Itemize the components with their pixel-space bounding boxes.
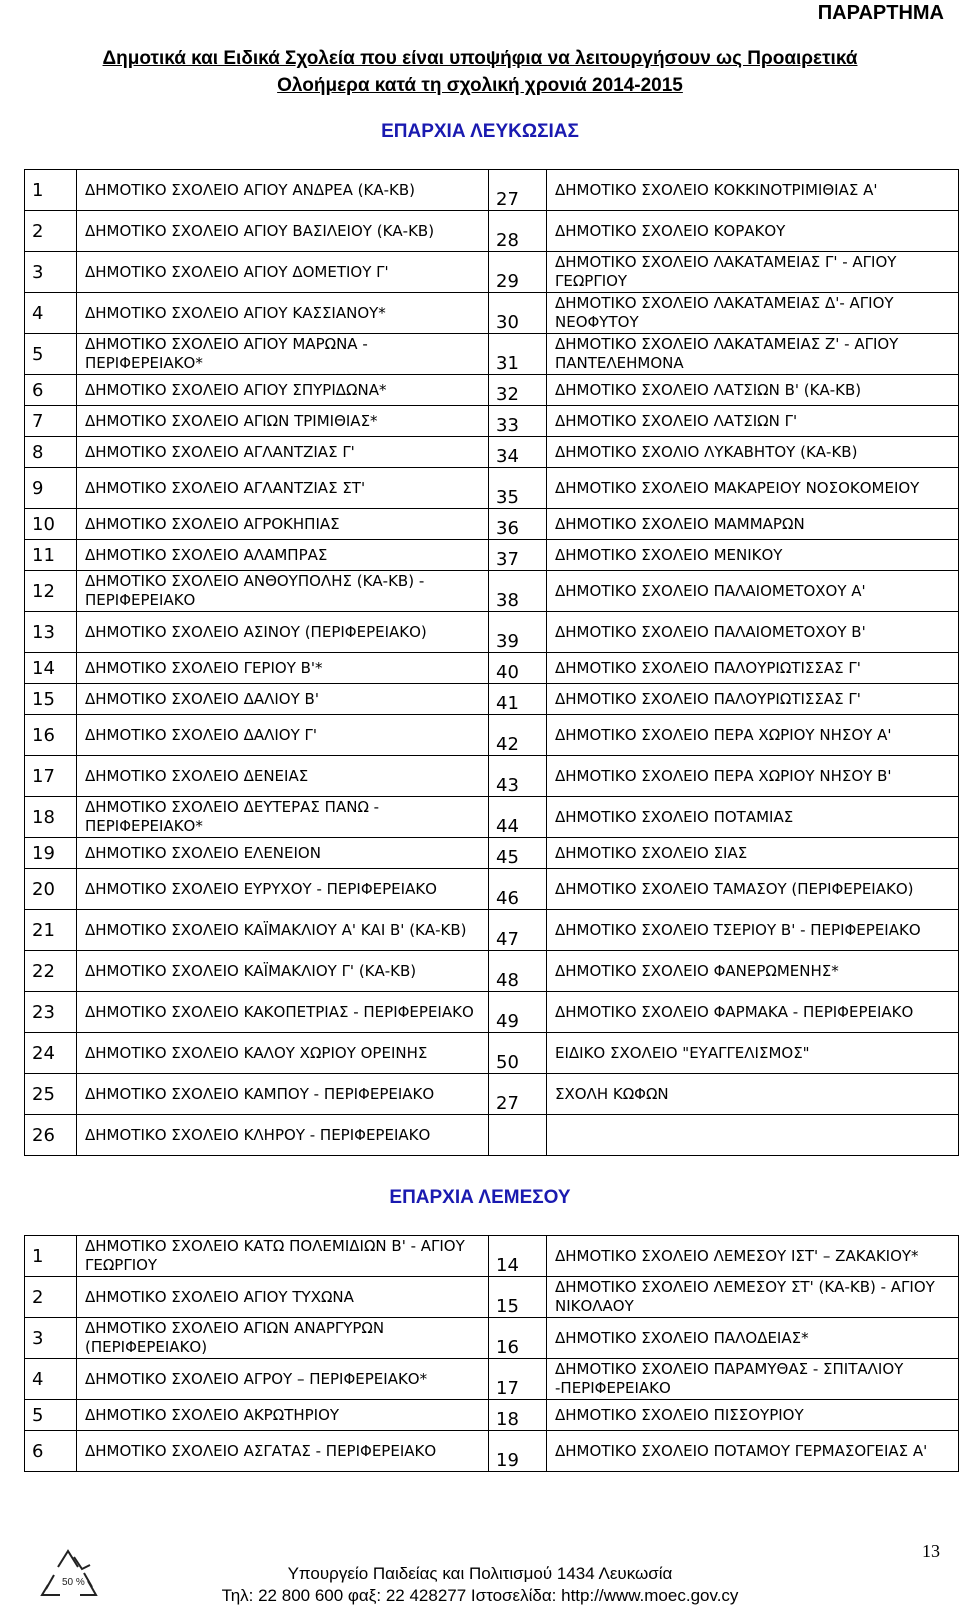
table-row [25, 1115, 959, 1156]
row-number: 10 [25, 509, 77, 540]
row-number: 49 [489, 992, 547, 1033]
table-row [25, 571, 959, 612]
school-name: ΔΗΜΟΤΙΚΟ ΣΧΟΛΕΙΟ ΠΙΣΣΟΥΡΙΟΥ [547, 1400, 959, 1431]
row-number: 24 [25, 1033, 77, 1074]
row-number: 38 [489, 571, 547, 612]
row-number: 13 [25, 612, 77, 653]
table-row [25, 612, 959, 653]
table-row [25, 1318, 959, 1359]
table-row [25, 375, 959, 406]
table-row [25, 1236, 959, 1277]
row-number: 41 [489, 684, 547, 715]
school-name: ΔΗΜΟΤΙΚΟ ΣΧΟΛΕΙΟ ΑΓΙΩΝ ΤΡΙΜΙΘΙΑΣ* [77, 406, 489, 437]
school-name: ΔΗΜΟΤΙΚΟ ΣΧΟΛΕΙΟ ΑΓΙΟΥ ΤΥΧΩΝΑ [77, 1277, 489, 1318]
school-name: ΔΗΜΟΤΙΚΟ ΣΧΟΛΕΙΟ ΛΑΚΑΤΑΜΕΙΑΣ Ζ' - ΑΓΙΟΥ ΠΑΝΤΕΛΕΗΜΟΝΑ [547, 334, 959, 375]
row-number: 34 [489, 437, 547, 468]
row-number: 35 [489, 468, 547, 509]
row-number: 37 [489, 540, 547, 571]
table-row [25, 684, 959, 715]
school-name: ΔΗΜΟΤΙΚΟ ΣΧΟΛΕΙΟ ΑΛΑΜΠΡΑΣ [77, 540, 489, 571]
table-row [25, 869, 959, 910]
row-number: 27 [489, 1074, 547, 1115]
row-number: 16 [489, 1318, 547, 1359]
school-name: ΔΗΜΟΤΙΚΟ ΣΧΟΛΕΙΟ ΠΕΡΑ ΧΩΡΙΟΥ ΝΗΣΟΥ Α' [547, 715, 959, 756]
row-number: 30 [489, 293, 547, 334]
table-row [25, 252, 959, 293]
table-row [25, 1431, 959, 1472]
school-name [547, 1115, 959, 1156]
school-name: ΔΗΜΟΤΙΚΟ ΣΧΟΛΕΙΟ ΑΓΙΟΥ ΔΟΜΕΤΙΟΥ Γ' [77, 252, 489, 293]
school-name: ΔΗΜΟΤΙΚΟ ΣΧΟΛΕΙΟ ΔΕΥΤΕΡΑΣ ΠΑΝΩ - ΠΕΡΙΦΕΡΕΙΑΚΟ* [77, 797, 489, 838]
school-name: ΔΗΜΟΤΙΚΟ ΣΧΟΛΕΙΟ ΑΓΙΟΥ ΜΑΡΩΝΑ - ΠΕΡΙΦΕΡΕΙΑΚΟ* [77, 334, 489, 375]
school-name: ΔΗΜΟΤΙΚΟ ΣΧΟΛΕΙΟ ΛΕΜΕΣΟΥ ΣΤ' (ΚΑ-ΚΒ) - ΑΓΙΟΥ ΝΙΚΟΛΑΟΥ [547, 1277, 959, 1318]
row-number: 1 [25, 170, 77, 211]
school-name: ΔΗΜΟΤΙΚΟ ΣΧΟΛΕΙΟ ΤΣΕΡΙΟΥ Β' - ΠΕΡΙΦΕΡΕΙΑΚΟ [547, 910, 959, 951]
row-number: 26 [25, 1115, 77, 1156]
school-name: ΣΧΟΛΗ ΚΩΦΩΝ [547, 1074, 959, 1115]
limassol-schools-table [24, 1235, 959, 1472]
row-number: 15 [25, 684, 77, 715]
row-number: 9 [25, 468, 77, 509]
row-number: 33 [489, 406, 547, 437]
table-row [25, 468, 959, 509]
school-name: ΔΗΜΟΤΙΚΟ ΣΧΟΛΕΙΟ ΑΓΛΑΝΤΖΙΑΣ Γ' [77, 437, 489, 468]
document-title-line-2: Ολοήμερα κατά τη σχολική χρονιά 2014-2015 [277, 75, 683, 96]
school-name: ΔΗΜΟΤΙΚΟ ΣΧΟΛΕΙΟ ΠΑΛΟΥΡΙΩΤΙΣΣΑΣ Γ' [547, 653, 959, 684]
school-name: ΔΗΜΟΤΙΚΟ ΣΧΟΛΙΟ ΛΥΚΑΒΗΤΟΥ (ΚΑ-ΚΒ) [547, 437, 959, 468]
table-row [25, 910, 959, 951]
row-number: 45 [489, 838, 547, 869]
row-number: 39 [489, 612, 547, 653]
school-name: ΔΗΜΟΤΙΚΟ ΣΧΟΛΕΙΟ ΜΕΝΙΚΟΥ [547, 540, 959, 571]
row-number: 7 [25, 406, 77, 437]
school-name: ΔΗΜΟΤΙΚΟ ΣΧΟΛΕΙΟ ΠΑΛΑΙΟΜΕΤΟΧΟΥ Β' [547, 612, 959, 653]
school-name: ΔΗΜΟΤΙΚΟ ΣΧΟΛΕΙΟ ΑΓΙΟΥ ΣΠΥΡΙΔΩΝΑ* [77, 375, 489, 406]
table-row [25, 1033, 959, 1074]
school-name: ΔΗΜΟΤΙΚΟ ΣΧΟΛΕΙΟ ΠΟΤΑΜΙΑΣ [547, 797, 959, 838]
row-number: 2 [25, 211, 77, 252]
row-number: 28 [489, 211, 547, 252]
school-name: ΔΗΜΟΤΙΚΟ ΣΧΟΛΕΙΟ ΑΓΙΟΥ ΒΑΣΙΛΕΙΟΥ (ΚΑ-ΚΒ) [77, 211, 489, 252]
school-name: ΔΗΜΟΤΙΚΟ ΣΧΟΛΕΙΟ ΛΑΤΣΙΩΝ Γ' [547, 406, 959, 437]
school-name: ΔΗΜΟΤΙΚΟ ΣΧΟΛΕΙΟ ΛΑΚΑΤΑΜΕΙΑΣ Δ'- ΑΓΙΟΥ ΝΕΟΦΥΤΟΥ [547, 293, 959, 334]
school-name: ΔΗΜΟΤΙΚΟ ΣΧΟΛΕΙΟ ΛΕΜΕΣΟΥ ΙΣΤ' – ΖΑΚΑΚΙΟΥ* [547, 1236, 959, 1277]
row-number: 32 [489, 375, 547, 406]
school-name: ΔΗΜΟΤΙΚΟ ΣΧΟΛΕΙΟ ΜΑΚΑΡΕΙΟΥ ΝΟΣΟΚΟΜΕΙΟΥ [547, 468, 959, 509]
row-number: 48 [489, 951, 547, 992]
school-name: ΔΗΜΟΤΙΚΟ ΣΧΟΛΕΙΟ ΚΟΚΚΙΝΟΤΡΙΜΙΘΙΑΣ Α' [547, 170, 959, 211]
row-number: 19 [25, 838, 77, 869]
table-row [25, 1277, 959, 1318]
school-name: ΔΗΜΟΤΙΚΟ ΣΧΟΛΕΙΟ ΚΟΡΑΚΟΥ [547, 211, 959, 252]
row-number: 47 [489, 910, 547, 951]
school-name: ΔΗΜΟΤΙΚΟ ΣΧΟΛΕΙΟ ΦΑΡΜΑΚΑ - ΠΕΡΙΦΕΡΕΙΑΚΟ [547, 992, 959, 1033]
row-number: 36 [489, 509, 547, 540]
row-number: 43 [489, 756, 547, 797]
row-number: 25 [25, 1074, 77, 1115]
table-row [25, 715, 959, 756]
row-number: 31 [489, 334, 547, 375]
table-row [25, 653, 959, 684]
row-number [489, 1115, 547, 1156]
table-row [25, 170, 959, 211]
school-name: ΔΗΜΟΤΙΚΟ ΣΧΟΛΕΙΟ ΔΕΝΕΙΑΣ [77, 756, 489, 797]
table-row [25, 211, 959, 252]
recycle-label: 50 % [62, 1577, 85, 1588]
school-name: ΔΗΜΟΤΙΚΟ ΣΧΟΛΕΙΟ ΑΣΓΑΤΑΣ - ΠΕΡΙΦΕΡΕΙΑΚΟ [77, 1431, 489, 1472]
school-name: ΔΗΜΟΤΙΚΟ ΣΧΟΛΕΙΟ ΦΑΝΕΡΩΜΕΝΗΣ* [547, 951, 959, 992]
school-name: ΔΗΜΟΤΙΚΟ ΣΧΟΛΕΙΟ ΔΑΛΙΟΥ Γ' [77, 715, 489, 756]
table-row [25, 992, 959, 1033]
row-number: 8 [25, 437, 77, 468]
nicosia-schools-table [24, 169, 959, 1156]
table-row [25, 540, 959, 571]
row-number: 11 [25, 540, 77, 571]
table-row [25, 951, 959, 992]
table-row [25, 406, 959, 437]
row-number: 17 [489, 1359, 547, 1400]
row-number: 46 [489, 869, 547, 910]
table-row [25, 437, 959, 468]
table-row [25, 797, 959, 838]
school-name: ΔΗΜΟΤΙΚΟ ΣΧΟΛΕΙΟ ΠΑΛΟΔΕΙΑΣ* [547, 1318, 959, 1359]
appendix-label: ΠΑΡΑΡΤΗΜΑ [817, 2, 944, 24]
row-number: 14 [489, 1236, 547, 1277]
row-number: 5 [25, 1400, 77, 1431]
school-name: ΔΗΜΟΤΙΚΟ ΣΧΟΛΕΙΟ ΓΕΡΙΟΥ Β'* [77, 653, 489, 684]
school-name: ΔΗΜΟΤΙΚΟ ΣΧΟΛΕΙΟ ΤΑΜΑΣΟΥ (ΠΕΡΙΦΕΡΕΙΑΚΟ) [547, 869, 959, 910]
school-name: ΔΗΜΟΤΙΚΟ ΣΧΟΛΕΙΟ ΑΓΙΟΥ ΚΑΣΣΙΑΝΟΥ* [77, 293, 489, 334]
table-row [25, 509, 959, 540]
school-name: ΔΗΜΟΤΙΚΟ ΣΧΟΛΕΙΟ ΠΑΛΟΥΡΙΩΤΙΣΣΑΣ Γ' [547, 684, 959, 715]
row-number: 4 [25, 1359, 77, 1400]
footer-address: Υπουργείο Παιδείας και Πολιτισμού 1434 Λευκωσία [287, 1564, 673, 1583]
row-number: 22 [25, 951, 77, 992]
document-title-line-1: Δημοτικά και Ειδικά Σχολεία που είναι υποψήφια να λειτουργήσουν ως Προαιρετικά [102, 48, 858, 69]
school-name: ΔΗΜΟΤΙΚΟ ΣΧΟΛΕΙΟ ΚΑΛΟΥ ΧΩΡΙΟΥ ΟΡΕΙΝΗΣ [77, 1033, 489, 1074]
school-name: ΔΗΜΟΤΙΚΟ ΣΧΟΛΕΙΟ ΚΑΜΠΟΥ - ΠΕΡΙΦΕΡΕΙΑΚΟ [77, 1074, 489, 1115]
table-row [25, 838, 959, 869]
school-name: ΔΗΜΟΤΙΚΟ ΣΧΟΛΕΙΟ ΠΕΡΑ ΧΩΡΙΟΥ ΝΗΣΟΥ Β' [547, 756, 959, 797]
footer-contact: Τηλ: 22 800 600 φαξ: 22 428277 Ιστοσελίδα: http://www.moec.gov.cy [221, 1586, 739, 1605]
school-name: ΔΗΜΟΤΙΚΟ ΣΧΟΛΕΙΟ ΑΓΡΟΥ – ΠΕΡΙΦΕΡΕΙΑΚΟ* [77, 1359, 489, 1400]
school-name: ΔΗΜΟΤΙΚΟ ΣΧΟΛΕΙΟ ΛΑΤΣΙΩΝ Β' (ΚΑ-ΚΒ) [547, 375, 959, 406]
school-name: ΕΙΔΙΚΟ ΣΧΟΛΕΙΟ "ΕΥΑΓΓΕΛΙΣΜΟΣ" [547, 1033, 959, 1074]
table-row [25, 334, 959, 375]
row-number: 6 [25, 1431, 77, 1472]
row-number: 18 [489, 1400, 547, 1431]
school-name: ΔΗΜΟΤΙΚΟ ΣΧΟΛΕΙΟ ΚΑΤΩ ΠΟΛΕΜΙΔΙΩΝ Β' - ΑΓΙΟΥ ΓΕΩΡΓΙΟΥ [77, 1236, 489, 1277]
row-number: 40 [489, 653, 547, 684]
row-number: 44 [489, 797, 547, 838]
row-number: 15 [489, 1277, 547, 1318]
table-row [25, 1074, 959, 1115]
row-number: 19 [489, 1431, 547, 1472]
school-name: ΔΗΜΟΤΙΚΟ ΣΧΟΛΕΙΟ ΚΑΪΜΑΚΛΙΟΥ Α' ΚΑΙ Β' (ΚΑ-ΚΒ) [77, 910, 489, 951]
district-heading-nicosia: ΕΠΑΡΧΙΑ ΛΕΥΚΩΣΙΑΣ [381, 121, 579, 142]
row-number: 27 [489, 170, 547, 211]
school-name: ΔΗΜΟΤΙΚΟ ΣΧΟΛΕΙΟ ΠΑΡΑΜΥΘΑΣ - ΣΠΙΤΑΛΙΟΥ -ΠΕΡΙΦΕΡΕΙΑΚΟ [547, 1359, 959, 1400]
school-name: ΔΗΜΟΤΙΚΟ ΣΧΟΛΕΙΟ ΑΚΡΩΤΗΡΙΟΥ [77, 1400, 489, 1431]
table-row [25, 293, 959, 334]
row-number: 5 [25, 334, 77, 375]
school-name: ΔΗΜΟΤΙΚΟ ΣΧΟΛΕΙΟ ΚΑΪΜΑΚΛΙΟΥ Γ' (ΚΑ-ΚΒ) [77, 951, 489, 992]
row-number: 12 [25, 571, 77, 612]
page-number: 13 [922, 1541, 940, 1561]
school-name: ΔΗΜΟΤΙΚΟ ΣΧΟΛΕΙΟ ΣΙΑΣ [547, 838, 959, 869]
row-number: 14 [25, 653, 77, 684]
row-number: 42 [489, 715, 547, 756]
table-row [25, 1359, 959, 1400]
school-name: ΔΗΜΟΤΙΚΟ ΣΧΟΛΕΙΟ ΕΛΕΝΕΙΟΝ [77, 838, 489, 869]
row-number: 3 [25, 1318, 77, 1359]
row-number: 50 [489, 1033, 547, 1074]
school-name: ΔΗΜΟΤΙΚΟ ΣΧΟΛΕΙΟ ΛΑΚΑΤΑΜΕΙΑΣ Γ' - ΑΓΙΟΥ ΓΕΩΡΓΙΟΥ [547, 252, 959, 293]
district-heading-limassol: ΕΠΑΡΧΙΑ ΛΕΜΕΣΟΥ [389, 1187, 571, 1208]
school-name: ΔΗΜΟΤΙΚΟ ΣΧΟΛΕΙΟ ΑΓΡΟΚΗΠΙΑΣ [77, 509, 489, 540]
row-number: 20 [25, 869, 77, 910]
row-number: 23 [25, 992, 77, 1033]
row-number: 6 [25, 375, 77, 406]
school-name: ΔΗΜΟΤΙΚΟ ΣΧΟΛΕΙΟ ΚΛΗΡΟΥ - ΠΕΡΙΦΕΡΕΙΑΚΟ [77, 1115, 489, 1156]
school-name: ΔΗΜΟΤΙΚΟ ΣΧΟΛΕΙΟ ΑΓΙΟΥ ΑΝΔΡΕΑ (ΚΑ-ΚΒ) [77, 170, 489, 211]
row-number: 17 [25, 756, 77, 797]
row-number: 1 [25, 1236, 77, 1277]
school-name: ΔΗΜΟΤΙΚΟ ΣΧΟΛΕΙΟ ΑΝΘΟΥΠΟΛΗΣ (ΚΑ-ΚΒ) - ΠΕΡΙΦΕΡΕΙΑΚΟ [77, 571, 489, 612]
school-name: ΔΗΜΟΤΙΚΟ ΣΧΟΛΕΙΟ ΑΓΛΑΝΤΖΙΑΣ ΣΤ' [77, 468, 489, 509]
row-number: 21 [25, 910, 77, 951]
school-name: ΔΗΜΟΤΙΚΟ ΣΧΟΛΕΙΟ ΠΑΛΑΙΟΜΕΤΟΧΟΥ Α' [547, 571, 959, 612]
row-number: 29 [489, 252, 547, 293]
school-name: ΔΗΜΟΤΙΚΟ ΣΧΟΛΕΙΟ ΔΑΛΙΟΥ Β' [77, 684, 489, 715]
row-number: 16 [25, 715, 77, 756]
table-row [25, 756, 959, 797]
table-row [25, 1400, 959, 1431]
school-name: ΔΗΜΟΤΙΚΟ ΣΧΟΛΕΙΟ ΠΟΤΑΜΟΥ ΓΕΡΜΑΣΟΓΕΙΑΣ Α' [547, 1431, 959, 1472]
school-name: ΔΗΜΟΤΙΚΟ ΣΧΟΛΕΙΟ ΑΣΙΝΟΥ (ΠΕΡΙΦΕΡΕΙΑΚΟ) [77, 612, 489, 653]
school-name: ΔΗΜΟΤΙΚΟ ΣΧΟΛΕΙΟ ΜΑΜΜΑΡΩΝ [547, 509, 959, 540]
row-number: 2 [25, 1277, 77, 1318]
school-name: ΔΗΜΟΤΙΚΟ ΣΧΟΛΕΙΟ ΚΑΚΟΠΕΤΡΙΑΣ - ΠΕΡΙΦΕΡΕΙΑΚΟ [77, 992, 489, 1033]
school-name: ΔΗΜΟΤΙΚΟ ΣΧΟΛΕΙΟ ΑΓΙΩΝ ΑΝΑΡΓΥΡΩΝ (ΠΕΡΙΦΕΡΕΙΑΚΟ) [77, 1318, 489, 1359]
row-number: 4 [25, 293, 77, 334]
row-number: 3 [25, 252, 77, 293]
school-name: ΔΗΜΟΤΙΚΟ ΣΧΟΛΕΙΟ ΕΥΡΥΧΟΥ - ΠΕΡΙΦΕΡΕΙΑΚΟ [77, 869, 489, 910]
row-number: 18 [25, 797, 77, 838]
